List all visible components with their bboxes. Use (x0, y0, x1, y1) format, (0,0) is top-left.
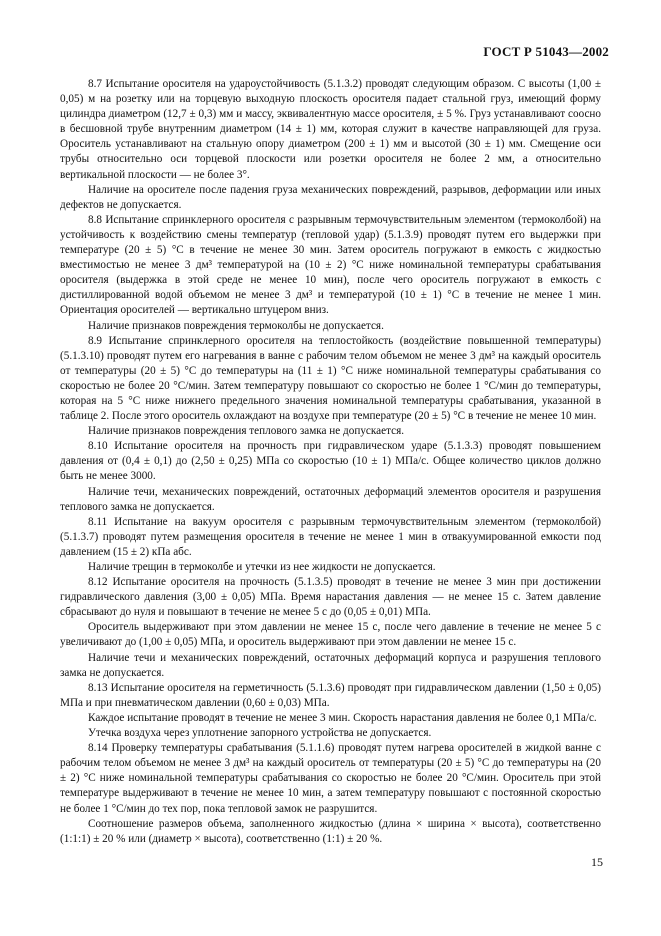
standard-header: ГОСТ Р 51043—2002 (483, 44, 609, 59)
paragraph-8-9-result: Наличие признаков повреждения теплового замка не допускается. (88, 425, 405, 438)
paragraph-8-14-ratio: Соотношение размеров объема, заполненного жидкостью (длина × ширина × высота), соответственно (1:1:1) ± 20 % или (диаметр × высота), соответственно (1:1) ± 20 %. (60, 817, 601, 845)
page-number: 15 (591, 855, 603, 869)
paragraph-8-7: 8.7 Испытание оросителя на удароустойчивость (5.1.3.2) проводят следующим образом. С высоты (1,00 ± 0,05) м на розетку или на торцевую выходную плоскость оросителя падает стальной груз, имеющий форму цилиндра диаметром (12,7 ± 0,3) мм и массу, эквивалентную массе оросителя, ± 5 %. Груз устанавливают соосно в бесшовной трубе внутренним диаметром (14 ± 1) мм, которая служит в качестве направляющей для груза. Ороситель устанавливают на стальную опору диаметром (200 ± 1) мм и высотой (30 ± 1) мм. Смещение оси трубы относительно оси торцевой плоскости или розетки оросителя не более 2 мм, а относительно вертикальной плоскости — не более 3°. (60, 78, 601, 181)
document-body (60, 77, 601, 847)
paragraph-8-10: 8.10 Испытание оросителя на прочность при гидравлическом ударе (5.1.3.3) проводят повышением давления от (0,4 ± 0,1) до (2,50 ± 0,25) МПа со скоростью (10 ± 1) МПа/с. Общее количество циклов должно быть не менее 3000. (60, 440, 601, 483)
paragraph-8-11: 8.11 Испытание на вакуум оросителя с разрывным термочувствительным элементом (термоколбой) (5.1.3.7) проводят путем размещения оросителя в течение не менее 1 мин в отвакуумированной емкости под давлением (15 ± 2) кПа абс. (60, 515, 601, 558)
paragraph-8-12-result: Наличие течи и механических повреждений, остаточных деформаций корпуса и разрушения теплового замка не допускается. (60, 651, 601, 679)
paragraph-8-12-hold: Ороситель выдерживают при этом давлении не менее 15 с, после чего давление в течение не менее 5 с увеличивают до (1,00 ± 0,05) МПа, и ороситель выдерживают при этом давлении не менее 15 с. (60, 621, 601, 649)
paragraph-8-11-result: Наличие трещин в термоколбе и утечки из нее жидкости не допускается. (88, 561, 436, 573)
paragraph-8-10-result: Наличие течи, механических повреждений, остаточных деформаций элементов оросителя и разрушения теплового замка не допускается. (60, 485, 601, 513)
paragraph-8-8: 8.8 Испытание спринклерного оросителя с разрывным термочувствительным элементом (термоколбой) на устойчивость к воздействию смены температур (тепловой удар) (5.1.3.9) проводят путем его выдержки при температуре (20 ± 5) °С в течение не менее 30 мин. Затем ороситель погружают в емкость с жидкостью вместимостью не менее 3 дм³ температурой на (10 ± 2) °С ниже номинальной температуры срабатывания оросителя (выдержка в этой среде не менее 10 мин), после чего ороситель погружают в емкость с дистиллированной водой объемом не менее 3 дм³ и температурой (10 ± 1) °С в течение не менее 1 мин. Ориентация оросителей — вертикально штуцером вниз. (60, 213, 601, 317)
paragraph-8-13-duration: Каждое испытание проводят в течение не менее 3 мин. Скорость нарастания давления не более 0,1 МПа/с. (88, 711, 597, 724)
paragraph-8-9: 8.9 Испытание спринклерного оросителя на теплостойкость (воздействие повышенной температуры) (5.1.3.10) проводят путем его нагревания в ванне с рабочим телом объемом не менее 3 дм³ на каждый ороситель от температуры (20 ± 5) °С до температуры на (11 ± 1) °С ниже номинальной температуры срабатывания со скоростью не более 20 °С/мин. Затем температуру повышают со скоростью не более 1 °С/мин до температуры, которая на 5 °С ниже нижнего предельного значения номинальной температуры срабатывания, указанной в таблице 2. После этого ороситель охлаждают на воздухе при температуре (20 ± 5) °С в течение не менее 10 мин. (60, 334, 601, 423)
paragraph-8-7-result: Наличие на оросителе после падения груза механических повреждений, разрывов, деформации или иных дефектов не допускается. (60, 183, 601, 211)
paragraph-8-12: 8.12 Испытание оросителя на прочность (5.1.3.5) проводят в течение не менее 3 мин при достижении гидравлического давления (3,00 ± 0,05) МПа. Время нарастания давления — не менее 15 с. Затем давление сбрасывают до нуля и повышают в течение не менее 5 с до (0,05 ± 0,01) МПа. (60, 576, 601, 619)
paragraph-8-13-result: Утечка воздуха через уплотнение запорного устройства не допускается. (88, 727, 432, 740)
paragraph-8-14: 8.14 Проверку температуры срабатывания (5.1.1.6) проводят путем нагрева оросителей в жидкой ванне с рабочим телом объемом не менее 3 дм³ на каждый ороситель от температуры (20 ± 5) °С до температуры на (20 ± 2) °С ниже номинальной температуры срабатывания со скоростью не более 20 °С/мин. Ороситель при этой температуре выдерживают в течение не менее 10 мин, а затем температуру повышают с постоянной скоростью не более 1 °С/мин до тех пор, пока тепловой замок не разрушится. (60, 742, 601, 815)
paragraph-8-13: 8.13 Испытание оросителя на герметичность (5.1.3.6) проводят при гидравлическом давлении (1,50 ± 0,05) МПа и при пневматическом давлении (0,60 ± 0,03) МПа. (60, 681, 601, 709)
paragraph-8-8-result: Наличие признаков повреждения термоколбы не допускается. (88, 319, 384, 332)
